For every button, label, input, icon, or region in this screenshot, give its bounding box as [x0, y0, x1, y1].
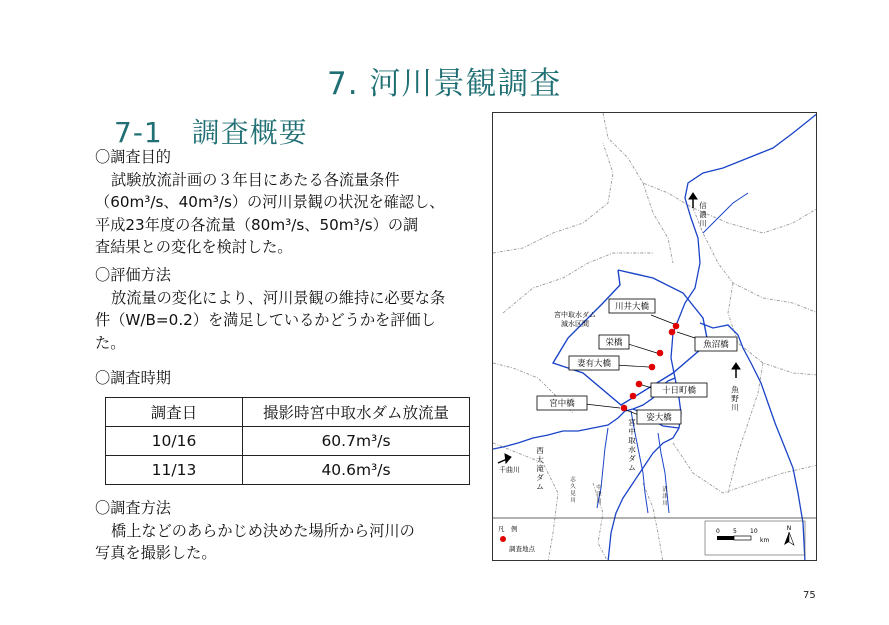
legend-item-label: 調査地点 — [509, 545, 535, 553]
dam-label-miyanaka: 取 — [628, 436, 636, 445]
section-title: 7-1 調査概要 — [114, 116, 308, 149]
evaluation-line: 放流量の変化により、河川景観の維持に必要な条 — [111, 288, 446, 307]
evaluation-heading: 〇評価方法 — [95, 266, 171, 284]
survey-schedule-table — [105, 397, 470, 485]
river-label-uono: 野 — [731, 394, 739, 403]
river-label-uono: 川 — [731, 403, 739, 412]
dam-label-nishiotaki: ダ — [536, 473, 544, 482]
dam-label-nishiotaki: 大 — [536, 455, 544, 464]
table-header: 撮影時宮中取水ダム放流量 — [243, 398, 470, 427]
bridge-label: 姿大橋 — [646, 413, 672, 423]
period-block — [95, 367, 171, 390]
bridge-label: 十日町橋 — [661, 386, 697, 396]
page-number: 75 — [803, 590, 816, 601]
svg-text:km: km — [760, 537, 770, 544]
evaluation-block — [95, 264, 445, 354]
evaluation-line: 件（W/B=0.2）を満足しているかどうかを評価し — [95, 311, 436, 329]
river-label-kiyotsu: 清 — [662, 487, 668, 493]
legend-marker-icon — [500, 536, 506, 542]
river-label-kiyotsu: 川 — [662, 501, 668, 507]
river-label-shinano: 信 — [699, 201, 707, 210]
river-label-uono: 魚 — [731, 385, 739, 394]
river-label-shinano: 濃 — [699, 210, 707, 219]
flow-arrow-icon — [498, 193, 740, 463]
river-label-shakuhachi: 志 — [570, 477, 576, 483]
dam-label-miyanaka: 宮 — [628, 418, 636, 427]
table-cell: 10/16 — [106, 427, 243, 456]
bridge-label: 川井大橋 — [614, 302, 650, 312]
table-header-row — [106, 398, 470, 427]
purpose-line: 査結果との変化を検討した。 — [95, 238, 293, 256]
river-label-kiyotsu: 津 — [662, 494, 668, 500]
scale-bar — [716, 528, 769, 544]
bridge-label: 栄橋 — [605, 338, 623, 348]
table-header: 調査日 — [106, 398, 243, 427]
table-cell: 60.7m³/s — [243, 427, 470, 456]
bridge-label: 妻有大橋 — [576, 359, 612, 369]
river-label-shakuhachi: 川 — [570, 498, 576, 504]
river-label-chikuma: 千曲川 — [499, 466, 520, 474]
river-label-shakuhachi: 久 — [570, 484, 576, 490]
table-cell: 40.6m³/s — [243, 456, 470, 485]
period-heading: 〇調査時期 — [95, 369, 171, 387]
legend-title: 凡 例 — [498, 525, 518, 533]
purpose-heading: 〇調査目的 — [95, 148, 171, 166]
survey-point-markers — [621, 323, 680, 412]
purpose-line: （60m³/s、40m³/s）の河川景観の状況を確認し、 — [95, 193, 445, 211]
river-label-nakatsu: 津 — [596, 492, 602, 498]
table-row — [106, 427, 470, 456]
river-label-shinano: 川 — [699, 219, 707, 228]
reduced-flow-reach-label: 減水区間 — [561, 320, 589, 328]
bridge-label: 宮中橋 — [549, 399, 575, 409]
dam-label-nishiotaki: 西 — [536, 446, 544, 455]
purpose-line: 平成23年度の各流量（80m³/s、50m³/s）の調 — [95, 215, 419, 234]
north-arrow-icon — [784, 525, 794, 545]
table-row — [106, 456, 470, 485]
method-line: 橋上などのあらかじめ決めた場所から河川の — [111, 521, 415, 540]
method-line: 写真を撮影した。 — [95, 544, 217, 562]
svg-text:5: 5 — [733, 528, 737, 535]
svg-text:10: 10 — [750, 528, 758, 535]
river-label-shakuhachi: 見 — [570, 491, 576, 497]
survey-location-map — [492, 112, 817, 561]
dam-label-miyanaka: 水 — [628, 445, 636, 454]
dam-label-nishiotaki: ム — [536, 482, 544, 491]
river-label-nakatsu: 中 — [596, 485, 602, 491]
river-label-nakatsu: 川 — [596, 499, 602, 505]
page-title: 7. 河川景観調査 — [327, 66, 562, 102]
reduced-flow-reach-label: 宮中取水ダム — [554, 311, 596, 319]
purpose-block — [95, 146, 444, 259]
dam-label-nishiotaki: 滝 — [536, 464, 544, 473]
method-heading: 〇調査方法 — [95, 499, 171, 517]
svg-text:N: N — [786, 525, 792, 532]
dam-label-miyanaka: ダ — [628, 454, 636, 463]
method-block — [95, 497, 415, 565]
bridge-label: 魚沼橋 — [703, 340, 729, 350]
table-cell: 11/13 — [106, 456, 243, 485]
svg-text:0: 0 — [716, 528, 720, 535]
dam-label-miyanaka: ム — [628, 463, 636, 472]
evaluation-line: た。 — [95, 333, 126, 352]
boundary-lines — [493, 113, 817, 561]
purpose-line: 試験放流計画の３年目にあたる各流量条件 — [111, 170, 400, 189]
dam-label-miyanaka: 中 — [628, 427, 636, 436]
